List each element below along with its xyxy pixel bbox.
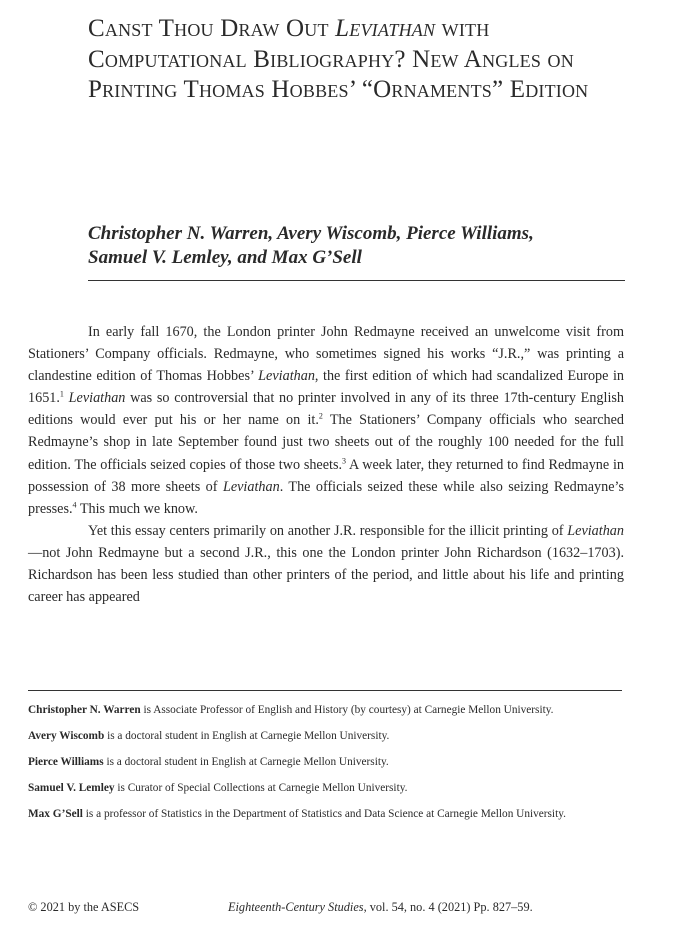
author-list bbox=[88, 222, 628, 270]
footnote-marker: 3 bbox=[342, 455, 347, 465]
author-notes bbox=[28, 702, 624, 832]
footnote-marker: 1 bbox=[59, 389, 64, 399]
note-author-name: Pierce Williams bbox=[28, 756, 104, 768]
footnote-marker: 4 bbox=[72, 500, 77, 510]
note-author-name: Avery Wiscomb bbox=[28, 730, 105, 742]
note-text: is a professor of Statistics in the Department of Statistics and Data Science at Carnegie Mellon University. bbox=[82, 808, 566, 820]
italic-title-leviathan: Leviathan bbox=[68, 390, 126, 407]
note-author-name: Samuel V. Lemley bbox=[28, 782, 115, 794]
note-text: is Curator of Special Collections at Carnegie Mellon University. bbox=[114, 782, 408, 794]
text-run: In early fall 1670, the London printer John Redmayne received an unwelcome visit from Stationers’ Company officials. Redmayne, who sometimes signed his works “J.R.,” was printing a clandestine edition of Thomas Hobbes’ bbox=[28, 324, 624, 385]
notes-divider bbox=[28, 690, 622, 691]
title-part-1: Canst Thou Draw Out bbox=[88, 15, 336, 42]
article-body bbox=[28, 321, 624, 608]
author-note bbox=[28, 702, 624, 719]
article-title bbox=[88, 14, 648, 106]
note-author-name: Max G’Sell bbox=[28, 808, 83, 820]
authors-line-1: Christopher N. Warren, Avery Wiscomb, Pierce Williams, bbox=[88, 223, 534, 244]
note-author-name: Christopher N. Warren bbox=[28, 704, 141, 716]
paragraph-2 bbox=[28, 520, 624, 608]
journal-name: Eighteenth-Century Studies bbox=[228, 900, 364, 914]
text-run: A week later, they returned to find Redmayne in possession of 38 more sheets of bbox=[28, 456, 624, 495]
italic-title-leviathan: Leviathan bbox=[222, 478, 280, 495]
text-run: , the first edition of which had scandalized Europe in 1651. bbox=[28, 368, 624, 407]
title-italic-leviathan: Leviathan bbox=[335, 15, 436, 42]
text-run: This much we know. bbox=[76, 500, 198, 517]
author-note bbox=[28, 780, 624, 797]
text-run: —not John Redmayne but a second J.R., this one the London printer John Richardson (1632–1703). Richardson has been less studied than other printers of the period, and little about his life and printing career has appeared bbox=[28, 544, 624, 606]
author-divider bbox=[88, 280, 625, 281]
author-note bbox=[28, 806, 624, 823]
text-run: . The officials seized these while also seizing Redmayne’s presses. bbox=[28, 478, 624, 517]
title-part-2: with Computational Bibliography? New Angles on Printing Thomas Hobbes’ “Ornaments” Edition bbox=[88, 15, 589, 103]
author-note bbox=[28, 728, 624, 745]
italic-title-leviathan: Leviathan bbox=[258, 368, 315, 385]
citation-details: , vol. 54, no. 4 (2021) Pp. 827–59. bbox=[363, 900, 533, 914]
text-run: The Stationers’ Company officials who searched Redmayne’s shop in late September found just two sheets out of the roughly 100 needed for the full edition. The officials seized copies of those two sheets. bbox=[28, 412, 624, 473]
copyright-notice: © 2021 by the ASECS bbox=[28, 900, 140, 914]
italic-title-leviathan: Leviathan bbox=[567, 522, 624, 539]
text-run: was so controversial that no printer involved in any of its three 17th-century English editions would ever put his or her name on it. bbox=[28, 390, 625, 429]
note-text: is Associate Professor of English and History (by courtesy) at Carnegie Mellon University. bbox=[140, 704, 554, 716]
note-text: is a doctoral student in English at Carnegie Mellon University. bbox=[103, 756, 389, 768]
journal-citation bbox=[228, 900, 533, 915]
footnote-marker: 2 bbox=[318, 411, 323, 421]
authors-line-2: Samuel V. Lemley, and Max G’Sell bbox=[88, 247, 362, 268]
note-text: is a doctoral student in English at Carnegie Mellon University. bbox=[104, 730, 390, 742]
author-note bbox=[28, 754, 624, 771]
paragraph-1 bbox=[28, 321, 624, 520]
text-run: Yet this essay centers primarily on another J.R. responsible for the illicit printing of bbox=[88, 522, 568, 539]
